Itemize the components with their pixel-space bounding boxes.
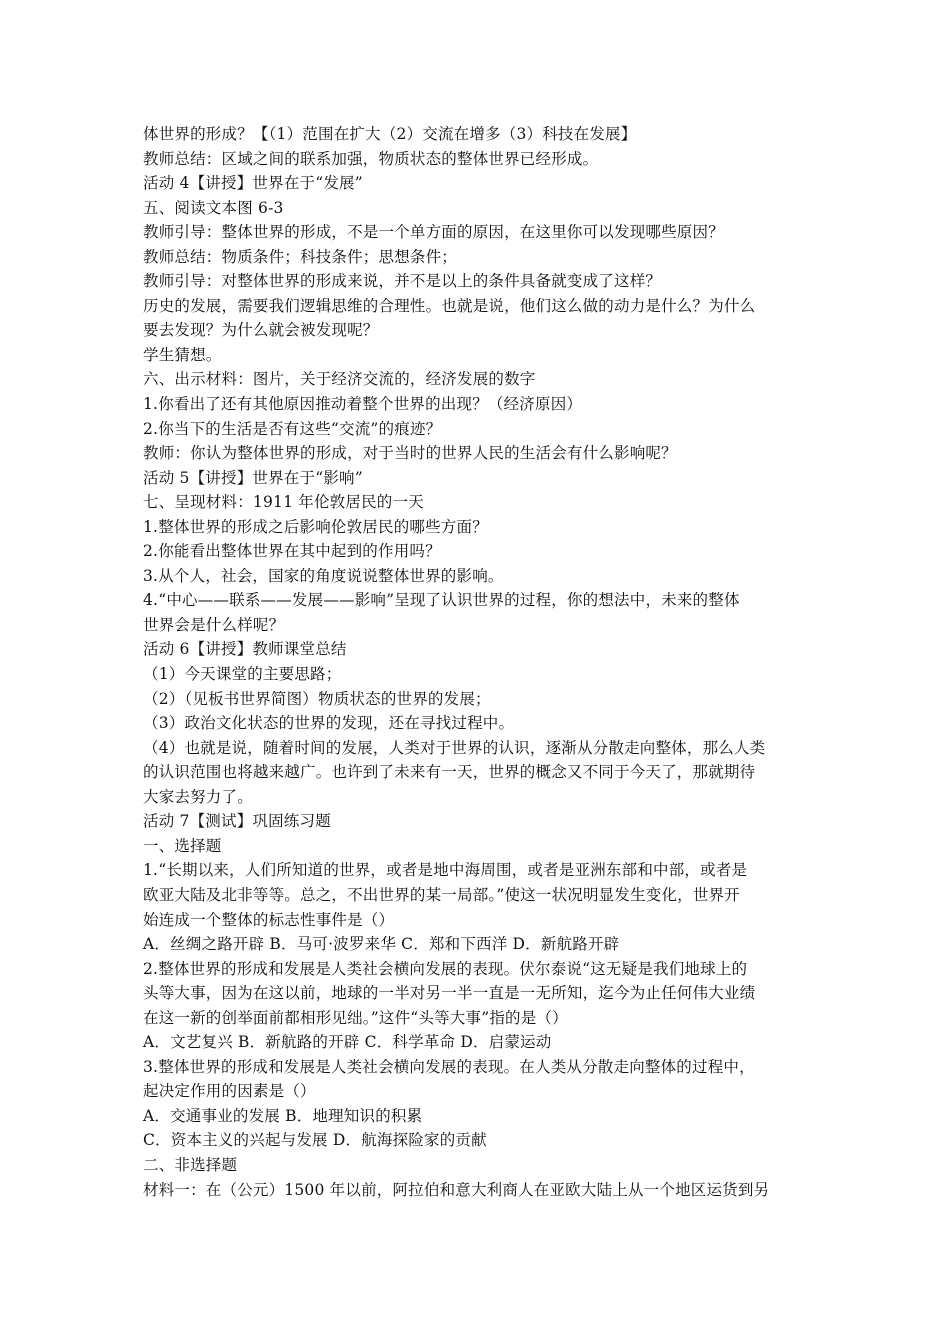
text-line: 活动 4【讲授】世界在于“发展” (143, 174, 363, 193)
text-line: 2.你当下的生活是否有这些“交流”的痕迹？ (143, 419, 442, 438)
text-line: 活动 5【讲授】世界在于“影响” (143, 468, 363, 487)
text-line: 3.整体世界的形成和发展是人类社会横向发展的表现。在人类从分散走向整体的过程中， (143, 1057, 755, 1076)
text-line: 大家去努力了。 (143, 787, 253, 806)
text-line: A．交通事业的发展 B．地理知识的积累 (143, 1106, 423, 1125)
text-line: 体世界的形成？【（1）范围在扩大（2）交流在增多（3）科技在发展】 (143, 125, 637, 143)
text-line: 一、选择题 (143, 836, 222, 855)
text-line: 2.你能看出整体世界在其中起到的作用吗？ (143, 542, 441, 561)
document-body (143, 122, 823, 1202)
text-line: （1）今天课堂的主要思路； (143, 665, 342, 684)
text-line: 头等大事，因为在这以前，地球的一半对另一半一直是一无所知，迄今为止任何伟大业绩 (143, 984, 756, 1003)
text-line: 1.“长期以来，人们所知道的世界，或者是地中海周围，或者是亚洲东部和中部，或者是 (143, 861, 748, 880)
text-line: 教师总结：区域之间的联系加强，物质状态的整体世界已经形成。 (143, 149, 599, 168)
text-line: 活动 7【测试】巩固练习题 (143, 812, 331, 831)
text-line: 2.整体世界的形成和发展是人类社会横向发展的表现。伏尔泰说“这无疑是我们地球上的 (143, 959, 748, 978)
text-line: 起决定作用的因素是（） (143, 1082, 316, 1101)
text-line: 六、出示材料：图片，关于经济交流的，经济发展的数字 (143, 370, 536, 389)
text-line: A．文艺复兴 B．新航路的开辟 C．科学革命 D．启蒙运动 (143, 1033, 552, 1052)
text-line: 的认识范围也将越来越广。也许到了未来有一天，世界的概念又不同于今天了，那就期待 (143, 763, 756, 782)
text-line: 五、阅读文本图 6-3 (143, 198, 284, 217)
text-line: 教师引导：对整体世界的形成来说，并不是以上的条件具备就变成了这样？ (143, 272, 662, 291)
text-line: 欧亚大陆及北非等等。总之，不出世界的某一局部。”使这一状况明显发生变化，世界开 (143, 885, 740, 904)
text-line: 要去发现？为什么就会被发现呢？ (143, 321, 379, 340)
text-line: 世界会是什么样呢？ (143, 615, 285, 634)
text-line: 历史的发展，需要我们逻辑思维的合理性。也就是说，他们这么做的动力是什么？为什么 (143, 296, 756, 315)
text-line: 1.整体世界的形成之后影响伦敦居民的哪些方面？ (143, 517, 488, 536)
text-line: A．丝绸之路开辟 B．马可·波罗来华 C．郑和下西洋 D．新航路开辟 (143, 935, 620, 954)
text-line: C．资本主义的兴起与发展 D．航海探险家的贡献 (143, 1131, 487, 1150)
text-line: （3）政治文化状态的世界的发现，还在寻找过程中。 (143, 714, 515, 733)
text-line: 学生猜想。 (143, 345, 222, 364)
text-line: 七、呈现材料：1911 年伦敦居民的一天 (143, 493, 424, 512)
text-line: （2）（见板书世界简图）物质状态的世界的发展； (143, 689, 491, 708)
text-line: 在这一新的创举面前都相形见绌。”这件“头等大事”指的是（） (143, 1008, 568, 1027)
text-line: 材料一：在（公元）1500 年以前，阿拉伯和意大利商人在亚欧大陆上从一个地区运货到另 (143, 1180, 770, 1199)
text-line: （4）也就是说，随着时间的发展，人类对于世界的认识，逐渐从分散走向整体，那么人类 (143, 738, 766, 757)
text-line: 教师总结：物质条件；科技条件；思想条件； (143, 247, 458, 266)
text-line: 1.你看出了还有其他原因推动着整个世界的出现？（经济原因） (143, 395, 583, 414)
text-line: 3.从个人，社会，国家的角度说说整体世界的影响。 (143, 566, 504, 585)
text-line: 教师引导：整体世界的形成，不是一个单方面的原因，在这里你可以发现哪些原因？ (143, 223, 724, 242)
text-line: 二、非选择题 (143, 1155, 238, 1174)
text-line: 活动 6【讲授】教师课堂总结 (143, 640, 347, 659)
text-line: 4.“中心——联系——发展——影响”呈现了认识世界的过程，你的想法中，未来的整体 (143, 591, 740, 610)
text-line: 教师：你认为整体世界的形成，对于当时的世界人民的生活会有什么影响呢？ (143, 444, 677, 463)
text-line: 始连成一个整体的标志性事件是（） (143, 910, 395, 929)
